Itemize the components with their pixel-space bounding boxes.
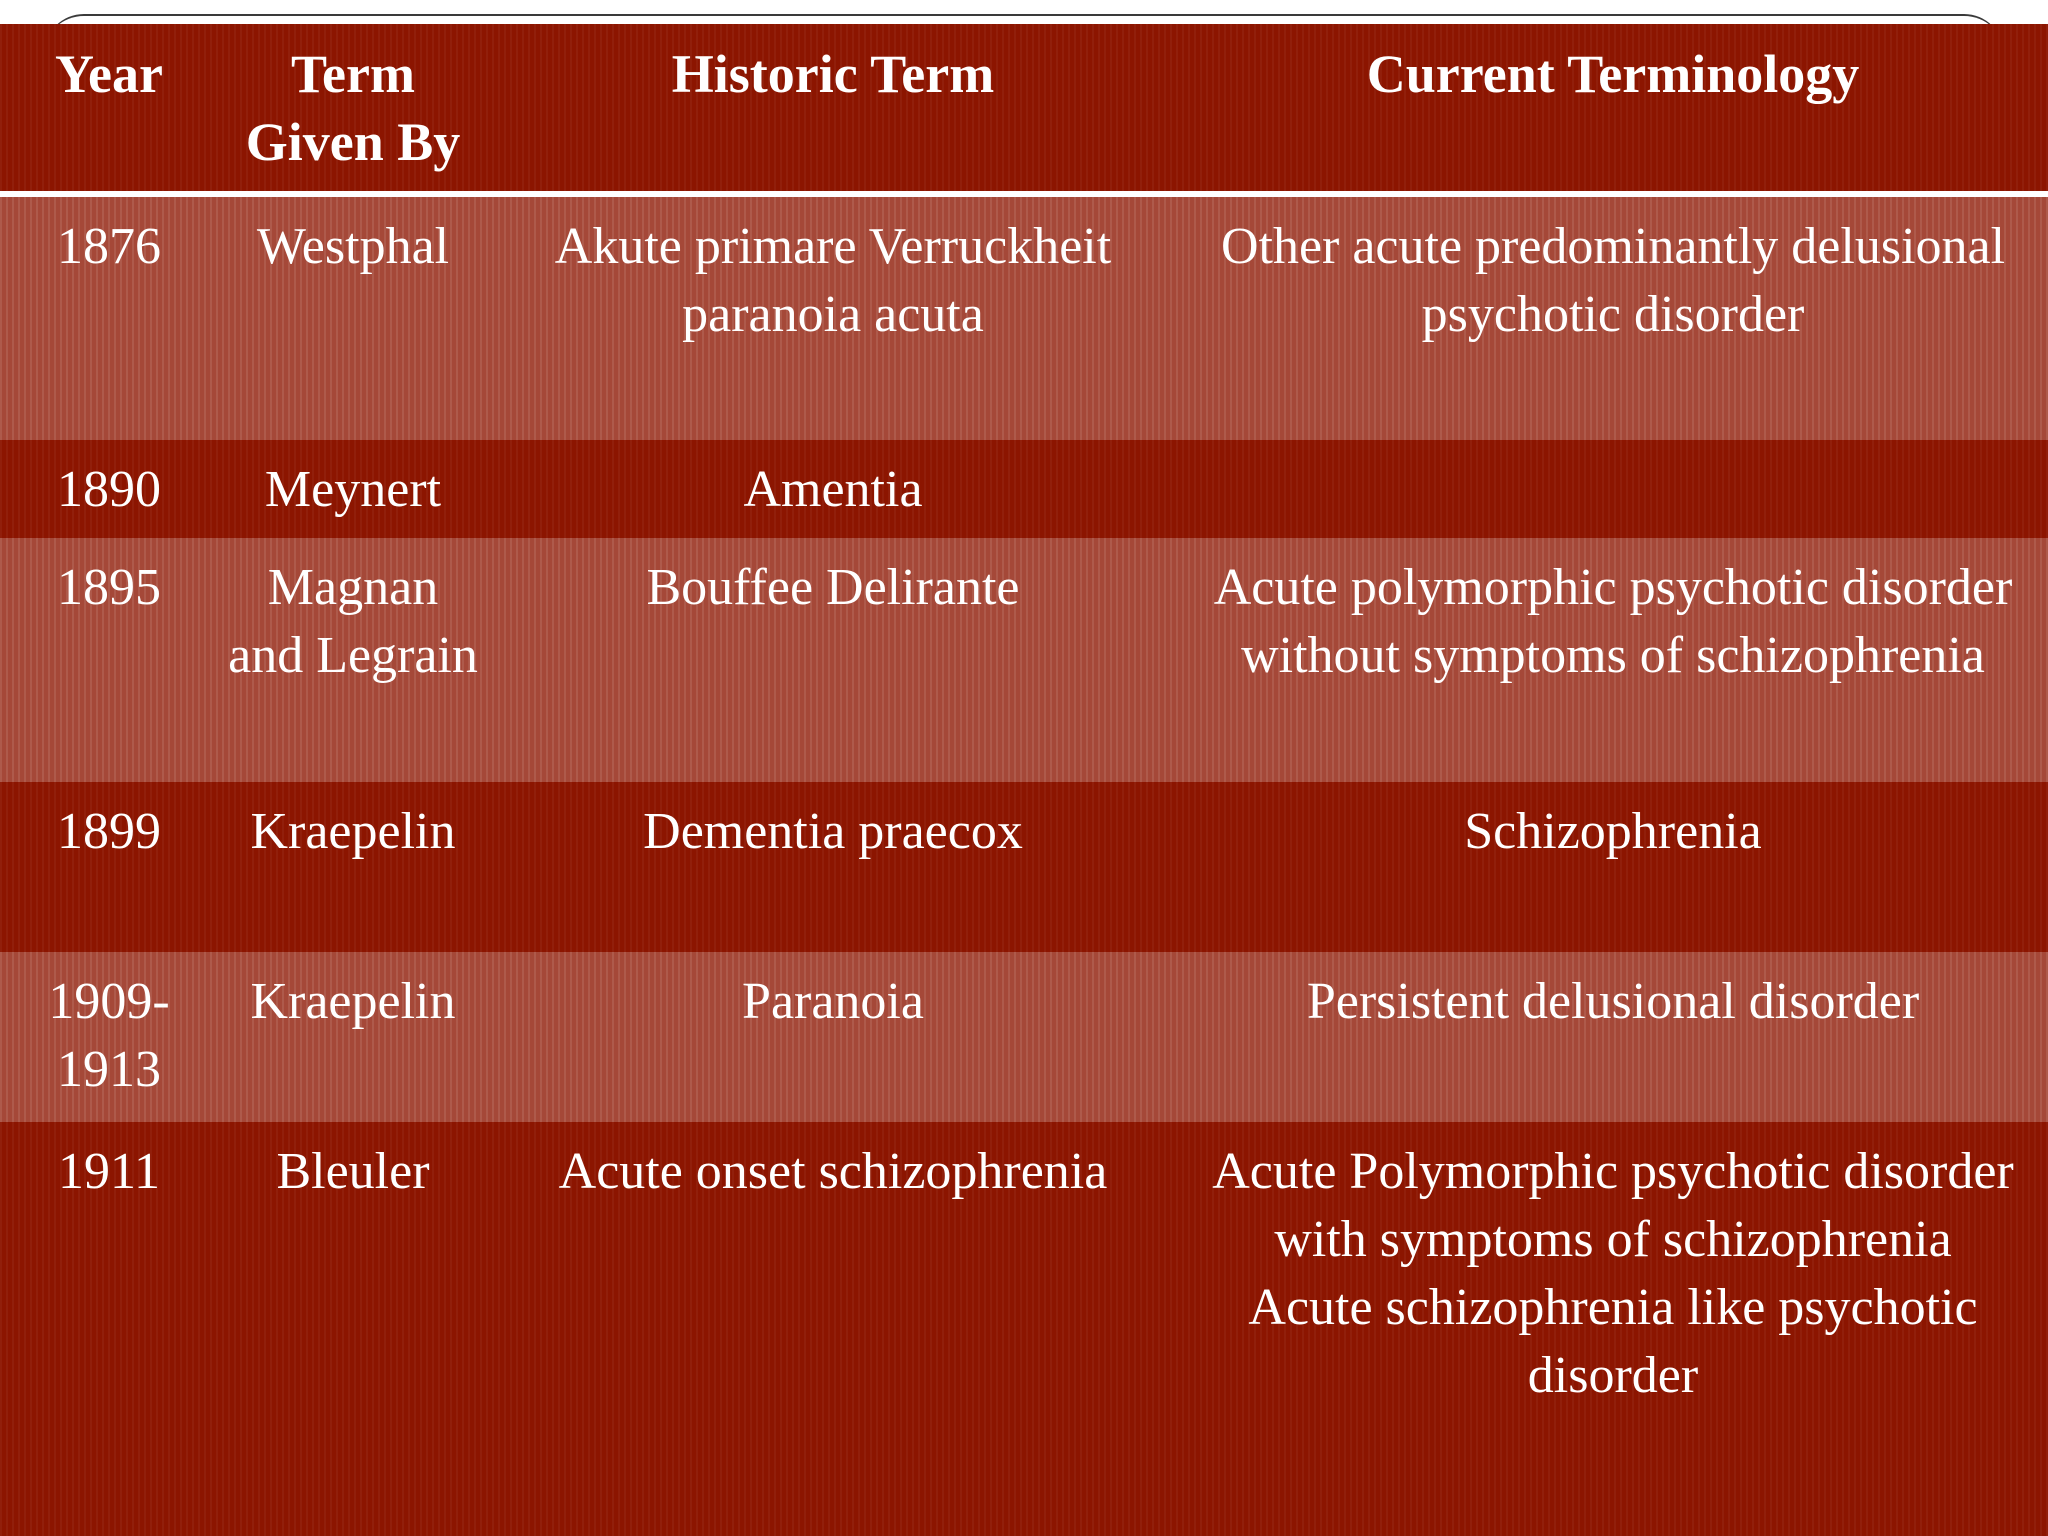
cell-term-given-by: Bleuler <box>276 1143 430 1200</box>
cell-current-terminology: Schizophrenia <box>1464 803 1762 860</box>
cell-current-terminology <box>1178 440 2048 538</box>
terminology-table-container <box>0 24 2048 1536</box>
header-term-given-by: Term Given By <box>245 44 461 172</box>
cell-year: 1890 <box>57 461 161 518</box>
cell-year: 1911 <box>57 1143 161 1200</box>
header-year: Year <box>55 44 163 104</box>
cell-year: 1909-1913 <box>48 973 170 1098</box>
terminology-table <box>0 24 2048 1532</box>
table-row <box>0 538 2048 782</box>
cell-term-given-by: Magnan and Legrain <box>228 559 478 684</box>
cell-current-terminology <box>1178 1122 2048 1532</box>
cell-year: 1895 <box>57 559 161 616</box>
cell-historic-term: Dementia praecox <box>643 803 1023 860</box>
table-row <box>0 782 2048 952</box>
cell-year: 1876 <box>57 218 161 275</box>
cell-historic-term: Akute primare Verruckheit paranoia acuta <box>554 218 1112 343</box>
cell-historic-term: Acute onset schizophrenia <box>558 1143 1108 1200</box>
table-row <box>0 952 2048 1122</box>
cell-historic-term: Amentia <box>743 461 923 518</box>
cell-term-given-by: Meynert <box>264 461 442 518</box>
cell-current-terminology: Acute polymorphic psychotic disorder without symptoms of schizophrenia <box>1213 559 2013 684</box>
table-row <box>0 1122 2048 1532</box>
cell-term-given-by: Westphal <box>256 218 450 275</box>
current-terminology-line-2: Acute schizophrenia like psychotic disorder <box>1248 1279 1978 1404</box>
header-historic-term: Historic Term <box>671 44 995 104</box>
table-header-row <box>0 24 2048 194</box>
cell-term-given-by: Kraepelin <box>250 803 456 860</box>
cell-historic-term: Bouffee Delirante <box>646 559 1020 616</box>
table-row <box>0 194 2048 440</box>
cell-current-terminology: Other acute predominantly delusional psychotic disorder <box>1220 218 2006 343</box>
current-terminology-line-1: Acute Polymorphic psychotic disorder with symptoms of schizophrenia <box>1212 1143 2014 1268</box>
cell-year: 1899 <box>57 803 161 860</box>
cell-term-given-by: Kraepelin <box>250 973 456 1030</box>
header-current-terminology: Current Terminology <box>1366 44 1860 104</box>
cell-historic-term: Paranoia <box>742 973 924 1030</box>
table-row <box>0 440 2048 538</box>
cell-current-terminology: Persistent delusional disorder <box>1306 973 1920 1030</box>
